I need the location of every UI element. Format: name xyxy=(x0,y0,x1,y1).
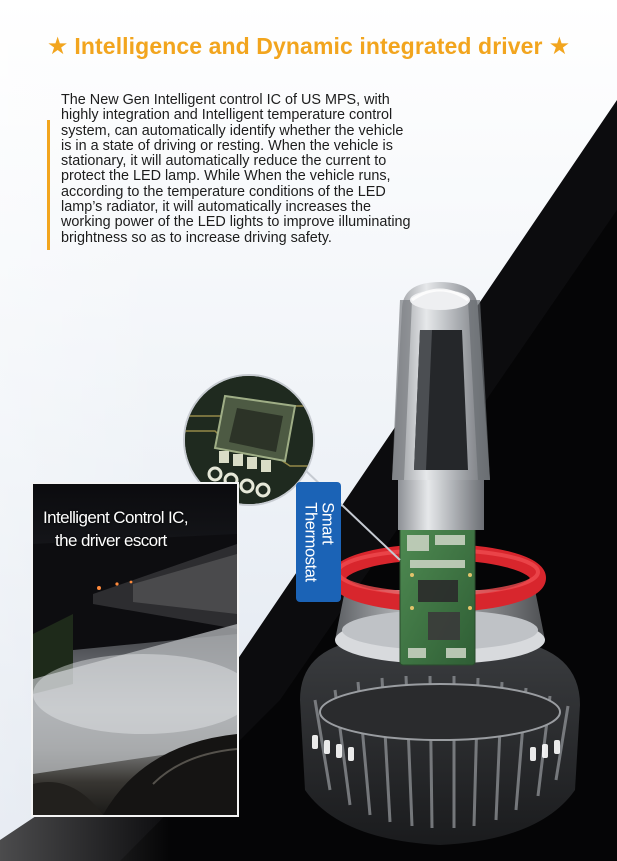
description-line: The New Gen Intelligent control IC of US MPS, with xyxy=(61,92,390,108)
description-line: according to the temperature conditions of the LED xyxy=(61,183,386,200)
photo-caption-line1: Intelligent Control IC, xyxy=(43,508,188,527)
badge-line2: Thermostat xyxy=(301,502,320,582)
description-line: working power of the LED lights to improve illuminating xyxy=(61,214,411,231)
description-line: brightness so as to increase driving safety. xyxy=(61,229,332,246)
night-road-photo xyxy=(31,482,239,817)
photo-caption-line2: the driver escort xyxy=(55,531,167,550)
star-icon: ★ xyxy=(548,32,571,60)
description-line: system, can automatically identify whether the vehicle xyxy=(61,122,404,139)
smart-thermostat-badge xyxy=(296,482,341,602)
star-icon: ★ xyxy=(46,32,69,60)
page-title: Intelligence and Dynamic integrated driver xyxy=(74,32,543,59)
badge-text xyxy=(302,502,336,581)
description-line: stationary, it will automatically reduce the current to xyxy=(61,153,387,170)
description-line: is in a state of driving or resting. When the vehicle is xyxy=(61,137,393,154)
description-line: highly integration and Intelligent temperature control xyxy=(61,107,393,124)
badge-line1: Smart xyxy=(318,502,337,545)
description-line: protect the LED lamp. While When the vehicle runs, xyxy=(61,168,391,185)
description-line: lamp’s radiator, it will automatically increases the xyxy=(61,199,372,216)
